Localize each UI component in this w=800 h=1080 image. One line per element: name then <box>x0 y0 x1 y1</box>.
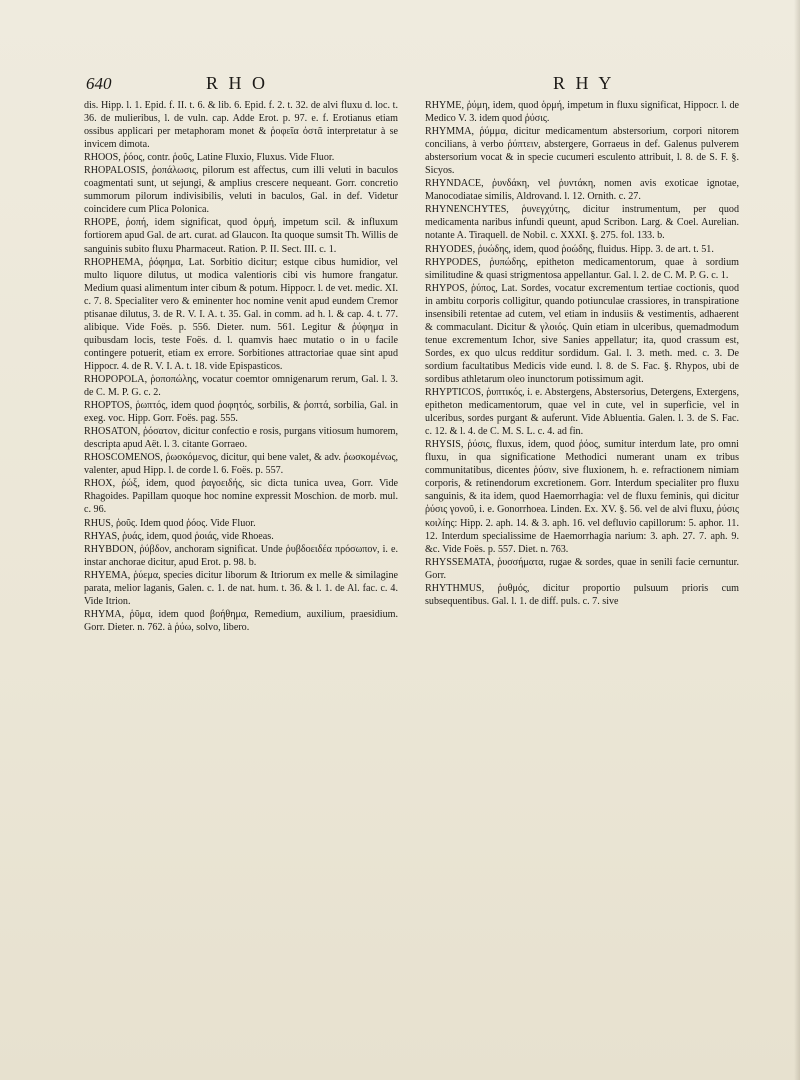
entry-paragraph: RHYSSEMATA, ῥυσσήματα, rugae & sordes, quae in senili facie cernuntur. Gorr. <box>425 556 739 581</box>
entry-paragraph: RHOPHEMA, ῥόφημα, Lat. Sorbitio dicitur; estque cibus humidior, vel multo liquore dilutus, ut modica valentioris cibi vis humore frangatur. Medium quasi alimentum inter cibum & potum. Hippocr. l. de vet. medic. XI. c. 7. 8. Specialiter vero & eminenter hoc nomine venit apud eundem Cremor ptisanae dilutus, 3. de R. V. I. A. t. 35. Gal. in comm. ad h. l. & cap. 4. t. 77. alibique. Vide Foës. p. 556. Dieter. num. 561. Legitur & ῥύφημα in quibusdam locis, teste Foës. d. l. quamvis haec mutatio ο in υ facile contingere potuerit, etiam ex errore. Sorbitiones attractoriae quae sint apud Hippocr. 4. de R. V. I. A. t. 18. vide Epispasticos. <box>84 256 398 372</box>
left-column <box>84 99 398 634</box>
entry-paragraph: RHOPALOSIS, ῥοπάλωσις, pilorum est affectus, cum illi veluti in baculos coagmentati sunt, ut sejungi, & amplius crescere nequeant. Gorr. concretio summorum pilorum indivisibilis, veluti in baculos, Gal. in def. Videtur coincidere cum Plica Polonica. <box>84 165 398 216</box>
entry-paragraph: RHYMA, ῥῦμα, idem quod βοήθημα, Remedium, auxilium, praesidium. Gorr. Dieter. n. 762. à ῥύω, solvo, libero. <box>84 608 398 633</box>
entry-paragraph: RHYEMA, ῥύεμα, species dicitur liborum & Itriorum ex melle & similagine parata, melior laganis, Galen. c. 1. de nat. hum. t. 36. & l. 1. de Al. fac. c. 4. Vide Itrion. <box>84 569 398 607</box>
page-edge-shadow <box>794 0 800 1080</box>
page-number: 640 <box>86 74 112 93</box>
entry-paragraph: RHYSIS, ῥύσις, fluxus, idem, quod ῥόος, sumitur interdum late, pro omni fluxu, in qua significatione Methodici numerant unam ex tribus communitatibus, dicentes ῥύσιν, sive fluxionem, h. e. refractionem nimiam corporis, & retinendorum excretionem. Gorr. Interdum specialiter pro fluxu sanguinis, & ita idem, quod Haemorrhagia: vel de fluxu feminis, qui dicitur ῥύσις γονοῦ, i. e. Gonorrhoea. Linden. Ex. XV. §. 56. vel de alvi fluxu, ῥύσις κοιλίης: Hipp. 2. aph. 14. & 3. aph. 16. vel defluvio capillorum: 5. aphor. 11. 12. Interdum specialissime de Haemorrhagia narium: 3. aph. 27. 7. aph. 9. &c. Vide Foës. p. 557. Diet. n. 763. <box>425 439 739 555</box>
entry-paragraph: RHYTHMUS, ῥυθμός, dicitur proportio pulsuum prioris cum subsequentibus. Gal. l. 1. de diff. puls. c. 7. sive <box>425 582 739 607</box>
entry-paragraph: RHOPOPOLA, ῥοποπώλης, vocatur coemtor omnigenarum rerum, Gal. l. 3. de C. M. P. G. c. 2. <box>84 373 398 399</box>
entry-paragraph: RHOOS, ῥόος, contr. ῥοῦς, Latine Fluxio, Fluxus. Vide Fluor. <box>84 152 335 164</box>
entry-paragraph: RHOPTOS, ῥωπτός, idem quod ῥοφητός, sorbilis, & ῥοπτά, sorbilia, Gal. in exeg. voc. Hipp. Gorr. Foës. pag. 555. <box>84 400 398 425</box>
entry-paragraph: RHYODES, ῥυώδης, idem, quod ῥοώδης, fluidus. Hipp. 3. de art. t. 51. <box>425 243 714 255</box>
left-running-head: R H O <box>206 73 269 93</box>
entry-paragraph: RHYBDON, ῥύβδον, anchoram significat. Unde ῥυβδοειδέα πρόσωπον, i. e. instar anchorae dicitur, apud Erot. p. 98. b. <box>84 543 398 568</box>
entry-paragraph: RHYPOS, ῥύπος, Lat. Sordes, vocatur excrementum tertiae coctionis, quod in ambitu corporis colligitur, quando potiunculae crassiores, in transpiratione insensibili retentae ad cutem, vel etiam in indusiis & vestimentis, adhaerent & commaculant. Dicitur & γλοιός. Quin etiam in ulceribus, quemadmodum tenue excrementum Ichor, sive Sanies appellatur; ita, quod crassum est, Sordes, ex quo ulcus redditur sordidum. Gal. l. 3. meth. med. c. 3. De sordium facultatibus Medicis vide eund. l. 8. de S. Fac. §. Rhypos, ubi de sordibus athletarum oleo inunctorum potissimum agit. <box>425 282 739 385</box>
entry-paragraph: RHYMMA, ῥύμμα, dicitur medicamentum abstersorium, corpori nitorem concilians, à verbo ῥύπτειν, abstergere, Gorraeus in def. Galenus pulverem abstersorium vocat & in specie cucumeri esculento attribuit, l. 8. de S. F. §. Sicyos. <box>425 126 739 177</box>
entry-paragraph: RHOX, ῥώξ, idem, quod ῥαγοειδής, sic dicta tunica uvea, Gorr. Vide Rhagoides. Papillam quoque hoc nomine expressit Moschion. de morb. mul. c. 96. <box>84 478 398 516</box>
entry-paragraph: RHOPE, ῥοπή, idem significat, quod ὁρμή, impetum scil. & influxum fortiorem apud Gal. de art. curat. ad Glaucon. Ita quoque sumsit Th. Willis de sanguinis subito fluxu Pharmaceut. Ration. P. II. Sect. III. c. 1. <box>84 217 398 255</box>
entry-paragraph: RHYPTICOS, ῥυπτικός, i. e. Abstergens, Abstersorius, Detergens, Extergens, epitheton medicamentorum, quae vel in cute, vel in superficie, vel in ulceribus, sordes purgant & auferunt. Vide Abluentia. Galen. l. 3. de S. Fac. c. 12. & l. 4. de C. M. S. L. c. 4. ad fin. <box>425 387 739 438</box>
entry-paragraph: RHOSCOMENOS, ῥωσκόμενος, dicitur, qui bene valet, & adv. ῥωσκομένως, valenter, apud Hipp. l. de corde l. 6. Foës. p. 557. <box>84 452 398 477</box>
entry-paragraph: dis. Hipp. l. 1. Epid. f. II. t. 6. & lib. 6. Epid. f. 2. t. 32. de alvi fluxu d. loc. t. 36. de mulieribus, l. de vuln. cap. Adde Erot. p. 97. e. f. Erotianus etiam ossibus applicari per metaphoram monet & ῥοφεῖα ὀστᾶ interpretatur à se invicem dimota. <box>84 100 398 151</box>
right-running-head: R H Y <box>553 73 615 93</box>
entry-paragraph: RHYME, ῥύμη, idem, quod ὁρμή, impetum in fluxu significat, Hippocr. l. de Medico V. 3. idem quod ῥύσις. <box>425 100 739 125</box>
entry-paragraph: RHYAS, ῥυάς, idem, quod ῥοιάς, vide Rhoeas. <box>84 530 274 542</box>
entry-paragraph: RHUS, ῥοῦς. Idem quod ῥόος. Vide Fluor. <box>84 517 256 529</box>
right-column <box>425 99 739 608</box>
entry-paragraph: RHYNENCHYTES, ῥυνεγχύτης, dicitur instrumentum, per quod medicamenta naribus infundi queunt, apud Scribon. Larg. & Coel. Aurelian. notante A. Tiraquell. de Nobil. c. XXXI. §. 275. fol. 133. b. <box>425 204 739 242</box>
entry-paragraph: RHYNDACE, ῥυνδάκη, vel ῥυντάκη, nomen avis exoticae ignotae, Manocodiatae similis, Aldrovand. l. 12. Ornith. c. 27. <box>425 178 739 203</box>
entry-paragraph: RHYPODES, ῥυπώδης, epitheton medicamentorum, quae à sordium similitudine & quasi strigmentosa appellantur. Gal. l. 2. de C. M. P. G. c. 1. <box>425 256 739 281</box>
entry-paragraph: RHOSATON, ῥόσατον, dicitur confectio e rosis, purgans vitiosum humorem, descripta apud Aët. l. 3. citante Gorraeo. <box>84 426 398 451</box>
